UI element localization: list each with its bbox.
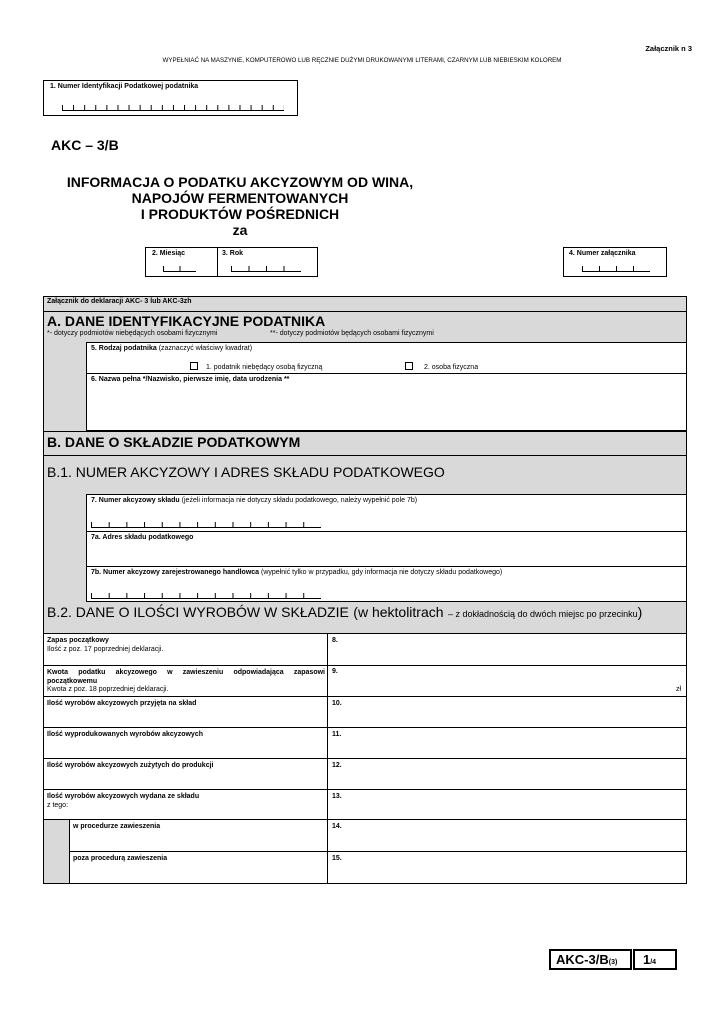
excise-number-field[interactable] [86,494,687,532]
attachment-number-label: 4. Numer załącznika [569,250,636,257]
footer-code: AKC-3/B [556,952,609,967]
taxpayer-type-checkbox-1[interactable] [190,362,198,370]
row-9-currency: zł [675,686,681,693]
section-b-title: B. DANE O SKŁADZIE PODATKOWYM [47,434,301,450]
row-8-title: Zapas początkowy [47,637,109,644]
row-13-subtitle: z tego: [47,802,69,809]
year-comb[interactable] [231,266,301,272]
row-11-title: Ilość wyprodukowanych wyrobów akcyzowych [47,731,203,738]
row-9-number: 9. [332,668,338,675]
nip-comb [62,105,284,111]
row-14-title: w procedurze zawieszenia [73,823,161,830]
warehouse-address-field[interactable] [86,531,687,567]
taxpayer-type-checkbox-2[interactable] [405,362,413,370]
row-8-subtitle: Ilość z poz. 17 poprzedniej deklaracji. [47,646,164,653]
attachment-number-box [563,247,667,277]
section-b1-title: B.1. NUMER AKCYZOWY I ADRES SKŁADU PODATKOWEGO [47,464,445,480]
section-a-note-1: *- dotyczy podmiotów niebędących osobami fizycznymi [47,330,218,337]
footer-version: (3) [608,959,618,966]
month-comb[interactable] [163,266,196,272]
section-b2-close: ) [637,604,643,620]
title-line-1: INFORMACJA O PODATKU AKCYZOWYM OD WINA, [66,174,414,190]
footer-form-code [549,949,632,970]
full-name-label: 6. Nazwa pełna */Nazwisko, pierwsze imię, data urodzenia ** [91,376,290,383]
row-15-label [69,851,328,884]
annex-note: Załącznik do deklaracji AKC- 3 lub AKC-3zh [47,298,192,305]
section-a-title: A. DANE IDENTYFIKACYJNE PODATNIKA [47,313,326,329]
taxpayer-type-label: 5. Rodzaj podatnika [91,345,157,352]
row-13-title: Ilość wyrobów akcyzowych wydana ze składu [47,793,200,800]
row-8-number: 8. [332,637,338,644]
title-line-4: za [232,222,248,238]
footer-page [633,949,677,970]
excise-number-comb [91,522,321,528]
row-11-number: 11. [332,731,342,738]
row-9-value[interactable] [327,665,687,697]
taxpayer-type-option-1: 1. podatnik niebędący osobą fizyczną [206,364,323,371]
row-15-value[interactable] [327,851,687,884]
taxpayer-type-option-2: 2. osoba fizyczna [424,364,479,371]
attachment-label: Załącznik n 3 [645,44,692,53]
excise-number-hint: (jeżeli informacja nie dotyczy składu podatkowego, należy wypełnić pole 7b) [181,497,418,504]
excise-number-label: 7. Numer akcyzowy składu [91,497,180,504]
fill-instruction: WYPEŁNIAĆ NA MASZYNIE, KOMPUTEROWO LUB RĘCZNIE DUŻYMI DRUKOWANYMI LITERAMI, CZARNYM LUB NIEBIESKIM KOLOREM [162,57,562,64]
row-10-title: Ilość wyrobów akcyzowych przyjęta na skład [47,700,197,707]
row-15-number: 15. [332,855,342,862]
title-line-3: I PRODUKTÓW POŚREDNICH [140,206,340,222]
row-9-title: Kwota podatku akcyzowego w zawieszeniu odpowiadająca zapasowi początkowemu [47,669,325,685]
trader-excise-number-comb [91,593,321,599]
month-label: 2. Miesiąc [152,250,186,257]
row-11-label [43,727,328,759]
row-13-number: 13. [332,793,342,800]
title-line-2: NAPOJÓW FERMENTOWANYCH [131,190,349,206]
row-15-title: poza procedurą zawieszenia [73,855,168,862]
warehouse-address-label: 7a. Adres składu podatkowego [91,534,194,541]
nip-label: 1. Numer Identyfikacji Podatkowej podatnika [50,83,199,90]
section-b2-unit: (w hektolitrach [353,604,444,620]
footer-page-number: 1 [643,952,651,967]
form-title [51,174,429,238]
row-13-label [43,789,328,820]
row-12-number: 12. [332,762,342,769]
row-12-title: Ilość wyrobów akcyzowych zużytych do produkcji [47,762,214,769]
trader-excise-number-field[interactable] [86,566,687,602]
footer-page-total: /4 [650,959,657,966]
row-13-value[interactable] [327,789,687,820]
row-9-label [43,665,328,697]
row-8-label [43,633,328,666]
row-10-label [43,696,328,728]
attachment-number-comb[interactable] [582,266,650,272]
taxpayer-type-field [86,342,687,374]
full-name-field[interactable] [86,373,687,431]
row-10-value[interactable] [327,696,687,728]
form-code: AKC – 3/B [51,137,119,153]
row-12-label [43,758,328,790]
row-14-value[interactable] [327,819,687,852]
year-label: 3. Rok [222,250,244,257]
period-box [145,247,318,277]
row-12-value[interactable] [327,758,687,790]
section-b2-title-text: B.2. DANE O ILOŚCI WYROBÓW W SKŁADZIE [47,604,349,620]
row-14-label [69,819,328,852]
section-a-note-2: **- dotyczy podmiotów będących osobami fizycznymi [270,330,434,337]
section-b2-title [47,604,642,622]
trader-excise-number-hint: (wypełnić tylko w przypadku, gdy informacja nie dotyczy składu podatkowego) [261,569,503,576]
row-14-number: 14. [332,823,342,830]
row-11-value[interactable] [327,727,687,759]
row-9-subtitle: Kwota z poz. 18 poprzedniej deklaracji. [47,686,169,693]
nip-field[interactable] [43,80,298,116]
taxpayer-type-hint: (zaznaczyć właściwy kwadrat) [158,345,253,352]
row-8-value[interactable] [327,633,687,666]
row-10-number: 10. [332,700,342,707]
section-b2-note: – z dokładnością do dwóch miejsc po przecinku [448,609,638,619]
trader-excise-number-label: 7b. Numer akcyzowy zarejestrowanego handlowca [91,569,260,576]
